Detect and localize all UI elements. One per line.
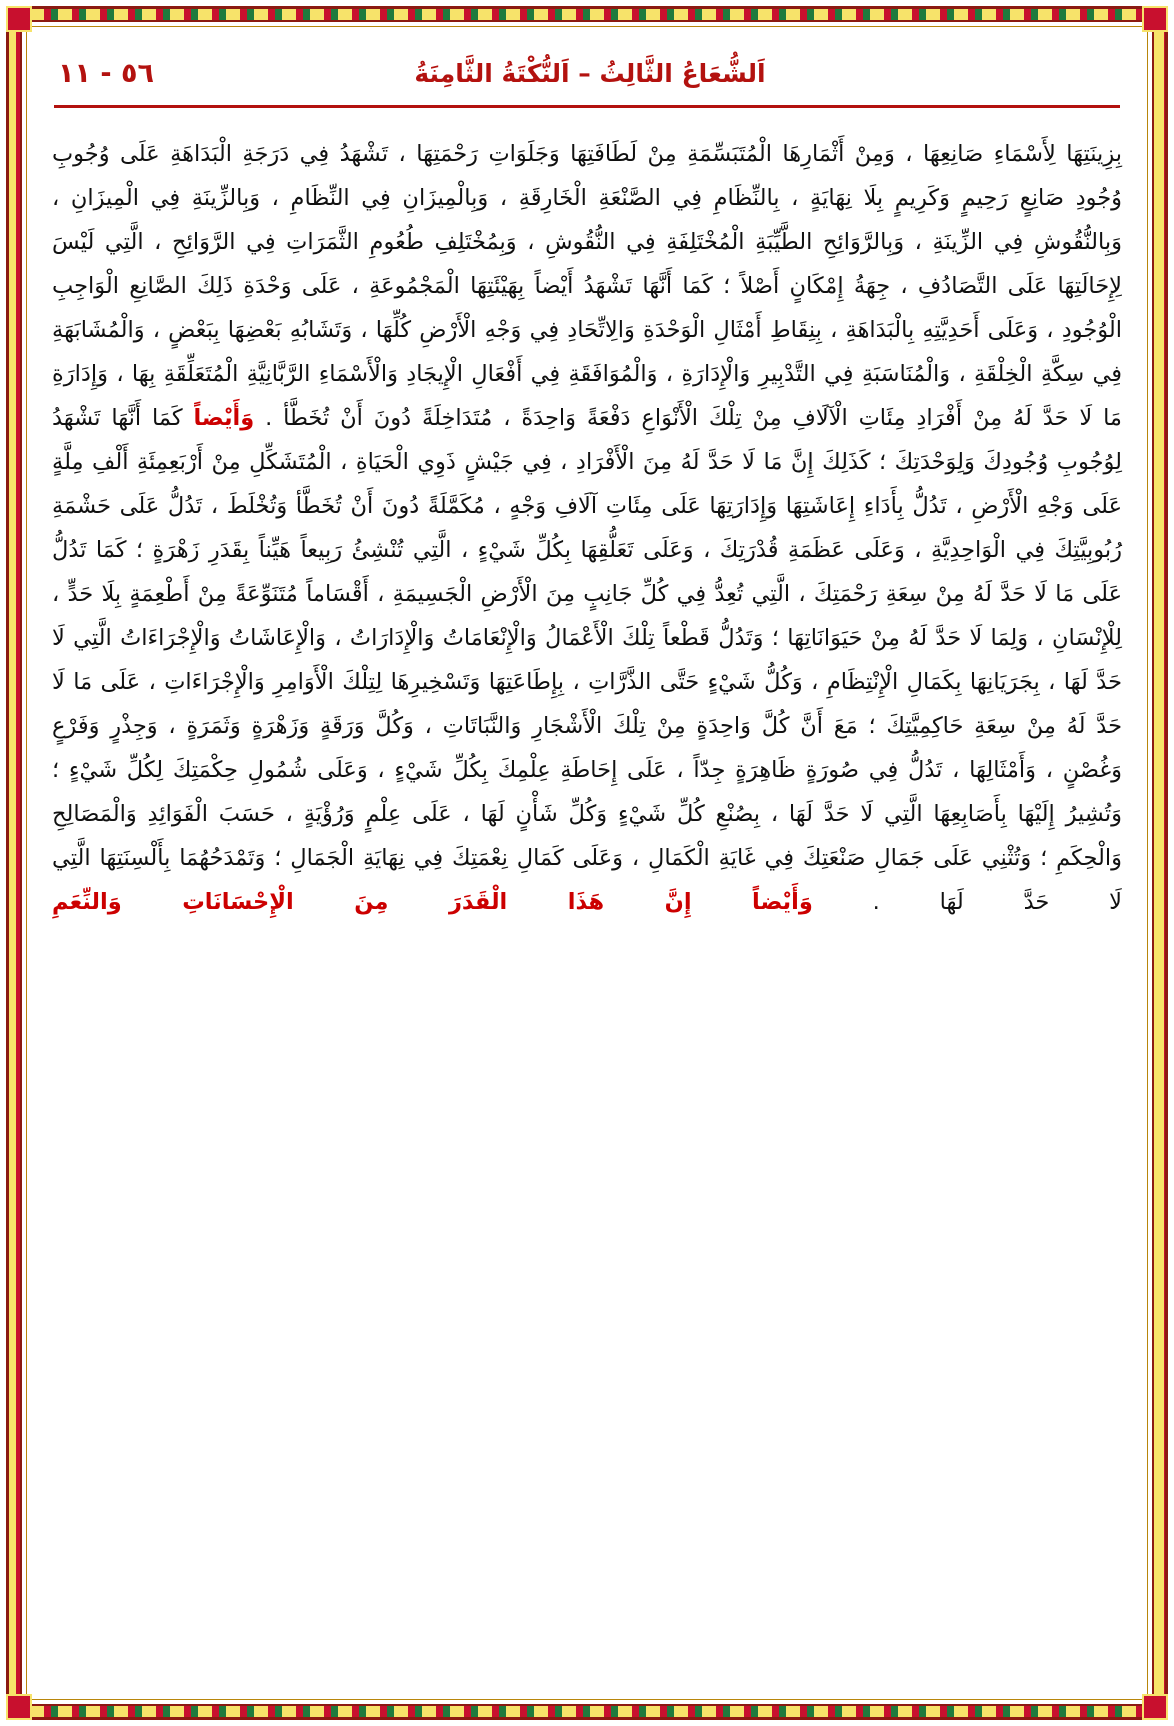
header-divider bbox=[54, 105, 1120, 108]
page-number: ٥٦ - ١١ bbox=[58, 58, 154, 89]
highlight-phrase-two: وَأَيْضاً إِنَّ هَذَا الْقَدَرَ مِنَ الْإِحْسَانَاتِ وَالنِّعَمِ bbox=[52, 889, 813, 915]
corner-ornament-top-left bbox=[6, 6, 32, 32]
page-title: اَلشُّعَاعُ الثَّالِثُ – اَلنُّكْتَةُ الثَّامِنَةُ bbox=[414, 59, 766, 88]
page-content bbox=[52, 48, 1122, 1666]
paragraph-two: كَمَا أَنَّهَا تَشْهَدُ لِوُجُوبِ وُجُودِكَ وَلِوَحْدَتِكَ ؛ كَذَلِكَ إِنَّ مَا لَا حَدَّ لَهُ مِنَ الْأَفْرَادِ ، فِي جَيْشٍ ذَوِي الْحَيَاةِ ، الْمُتَشَكِّلِ مِنْ أَرْبَعِمِئَةِ أَلْفِ مِلَّةٍ عَلَى وَجْهِ الْأَرْضِ ، تَدُلُّ بِأَدَاءِ إِعَاشَتِهَا وَإِدَارَتِهَا عَلَى مِئَاتِ آلَافِ وَجْهٍ ، مُكَمَّلَةً دُونَ أَنْ تُخَطَّأ وَتُخْلَطَ ، تَدُلُّ عَلَى حَشْمَةِ رُبُوبِيَّتِكَ فِي الْوَاحِدِيَّةِ ، وَعَلَى عَظَمَةِ قُدْرَتِكَ ، وَعَلَى تَعَلُّقِهَا بِكُلِّ شَيْءٍ ، الَّتِي تُنْشِئُ رَبِيعاً هَيِّناً بِقَدَرِ زَهْرَةٍ ؛ كَمَا تَدُلُّ عَلَى مَا لَا حَدَّ لَهُ مِنْ سِعَةِ رَحْمَتِكَ ، الَّتِي تُعِدُّ فِي كُلِّ جَانِبٍ مِنَ الْأَرْضِ الْجَسِيمَةِ ، أَقْسَاماً مُتَنَوِّعَةً مِنْ أَطْعِمَةٍ بِلَا حَدٍّ ، لِلْإِنْسَانِ ، وَلِمَا لَا حَدَّ لَهُ مِنْ حَيَوَانَاتِهَا ؛ وَتَدُلُّ قَطْعاً تِلْكَ الْأَعْمَالُ وَالْإِنْعَامَاتُ وَالْإِدَارَاتُ ، وَالْإِعَاشَاتُ وَالْإِجْرَاءَاتُ الَّتِي لَا حَدَّ لَهَا ، بِجَرَيَانِهَا بِكَمَالِ الْإِنْتِظَامِ ، وَكُلُّ شَيْءٍ حَتَّى الذَّرَّاتِ ، بِإِطَاعَتِهَا وَتَسْخِيرِهَا لِتِلْكَ الْأَوَامِرِ وَالْإِجْرَاءَاتِ ، عَلَى مَا لَا حَدَّ لَهُ مِنْ سِعَةِ حَاكِمِيَّتِكَ ؛ مَعَ أَنَّ كُلَّ وَاحِدَةٍ مِنْ تِلْكَ الْأَشْجَارِ وَالنَّبَاتَاتِ ، وَكُلَّ وَرَقَةٍ وَزَهْرَةٍ وَثَمَرَةٍ ، وَجِذْرٍ وَفَرْعٍ وَغُصْنٍ ، وَأَمْثَالِهَا ، تَدُلُّ فِي صُورَةٍ ظَاهِرَةٍ جِدّاً ، عَلَى إِحَاطَةِ عِلْمِكَ بِكُلِّ شَيْءٍ ، وَعَلَى شُمُولِ حِكْمَتِكَ لِكُلِّ شَيْءٍ ؛ وَتُشِيرُ إِلَيْهَا بِأَصَابِعِهَا الَّتِي لَا حَدَّ لَهَا ، بِصُنْعِ كُلِّ شَيْءٍ وَكُلِّ شَأْنٍ لَهَا ، عَلَى عِلْمٍ وَرُؤْيَةٍ ، حَسَبَ الْفَوَائِدِ وَالْمَصَالِحِ وَالْحِكَمِ ؛ وَتُثْنِي عَلَى جَمَالِ صَنْعَتِكَ فِي غَايَةِ الْكَمَالِ ، وَعَلَى كَمَالِ نِعْمَتِكَ فِي نِهَايَةِ الْجَمَالِ ؛ وَتَمْدَحُهُمَا بِأَلْسِنَتِهَا الَّتِي لَا حَدَّ لَهَا . bbox=[52, 405, 1122, 915]
corner-ornament-bottom-left bbox=[6, 1694, 32, 1720]
page-header bbox=[52, 48, 1122, 93]
paragraph-block bbox=[52, 132, 1122, 924]
highlight-phrase-one: وَأَيْضاً bbox=[193, 405, 255, 431]
paragraph-one: بِزِينَتِهَا لِأَسْمَاءِ صَانِعِهَا ، وَمِنْ أَثْمَارِهَا الْمُتَبَسِّمَةِ مِنْ لَطَافَتِهَا وَجَلَوَاتِ رَحْمَتِهَا ، تَشْهَدُ فِي دَرَجَةِ الْبَدَاهَةِ عَلَى وُجُوبِ وُجُودِ صَانِعٍ رَحِيمٍ وَكَرِيمٍ بِلَا نِهَايَةٍ ، بِالنِّظَامِ فِي الصَّنْعَةِ الْخَارِقَةِ ، وَبِالْمِيزَانِ فِي النِّظَامِ ، وَبِالزِّينَةِ فِي الْمِيزَانِ ، وَبِالنُّقُوشِ فِي الزِّينَةِ ، وَبِالرَّوَائِحِ الطَّيِّبَةِ الْمُخْتَلِفَةِ فِي النُّقُوشِ ، وَبِمُخْتَلِفِ طُعُومِ الثَّمَرَاتِ فِي الرَّوَائِحِ ، الَّتِي لَيْسَ لِإِحَالَتِهَا عَلَى التَّصَادُفِ ، جِهَةُ إِمْكَانٍ أَصْلاً ؛ كَمَا أَنَّهَا تَشْهَدُ أَيْضاً بِهَيْئَتِهَا الْمَجْمُوعَةِ ، عَلَى وَحْدَةِ ذَلِكَ الصَّانِعِ الْوَاجِبِ الْوُجُودِ ، وَعَلَى أَحَدِيَّتِهِ بِالْبَدَاهَةِ ، بِنِقَاطِ أَمْثَالِ الْوَحْدَةِ وَالِاتِّحَادِ فِي وَجْهِ الْأَرْضِ كُلِّهَا ، وَتَشَابُهِ بَعْضِهَا بِبَعْضٍ ، وَالْمُشَابَهَةِ فِي سِكَّةِ الْخِلْقَةِ ، وَالْمُنَاسَبَةِ فِي التَّدْبِيرِ وَالْإِدَارَةِ ، وَالْمُوَافَقَةِ فِي أَفْعَالِ الْإِيجَادِ وَالْأَسْمَاءِ الرَّبَّانِيَّةِ الْمُتَعَلِّقَةِ بِهَا ، وَإِدَارَةِ مَا لَا حَدَّ لَهُ مِنْ أَفْرَادِ مِئَاتِ الْآلَافِ مِنْ تِلْكَ الْأَنْوَاعِ دَفْعَةً وَاحِدَةً ، مُتَدَاخِلَةً دُونَ أَنْ تُخَطَّأ . bbox=[52, 141, 1122, 431]
corner-ornament-bottom-right bbox=[1142, 1694, 1168, 1720]
body-text bbox=[52, 132, 1122, 924]
corner-ornament-top-right bbox=[1142, 6, 1168, 32]
